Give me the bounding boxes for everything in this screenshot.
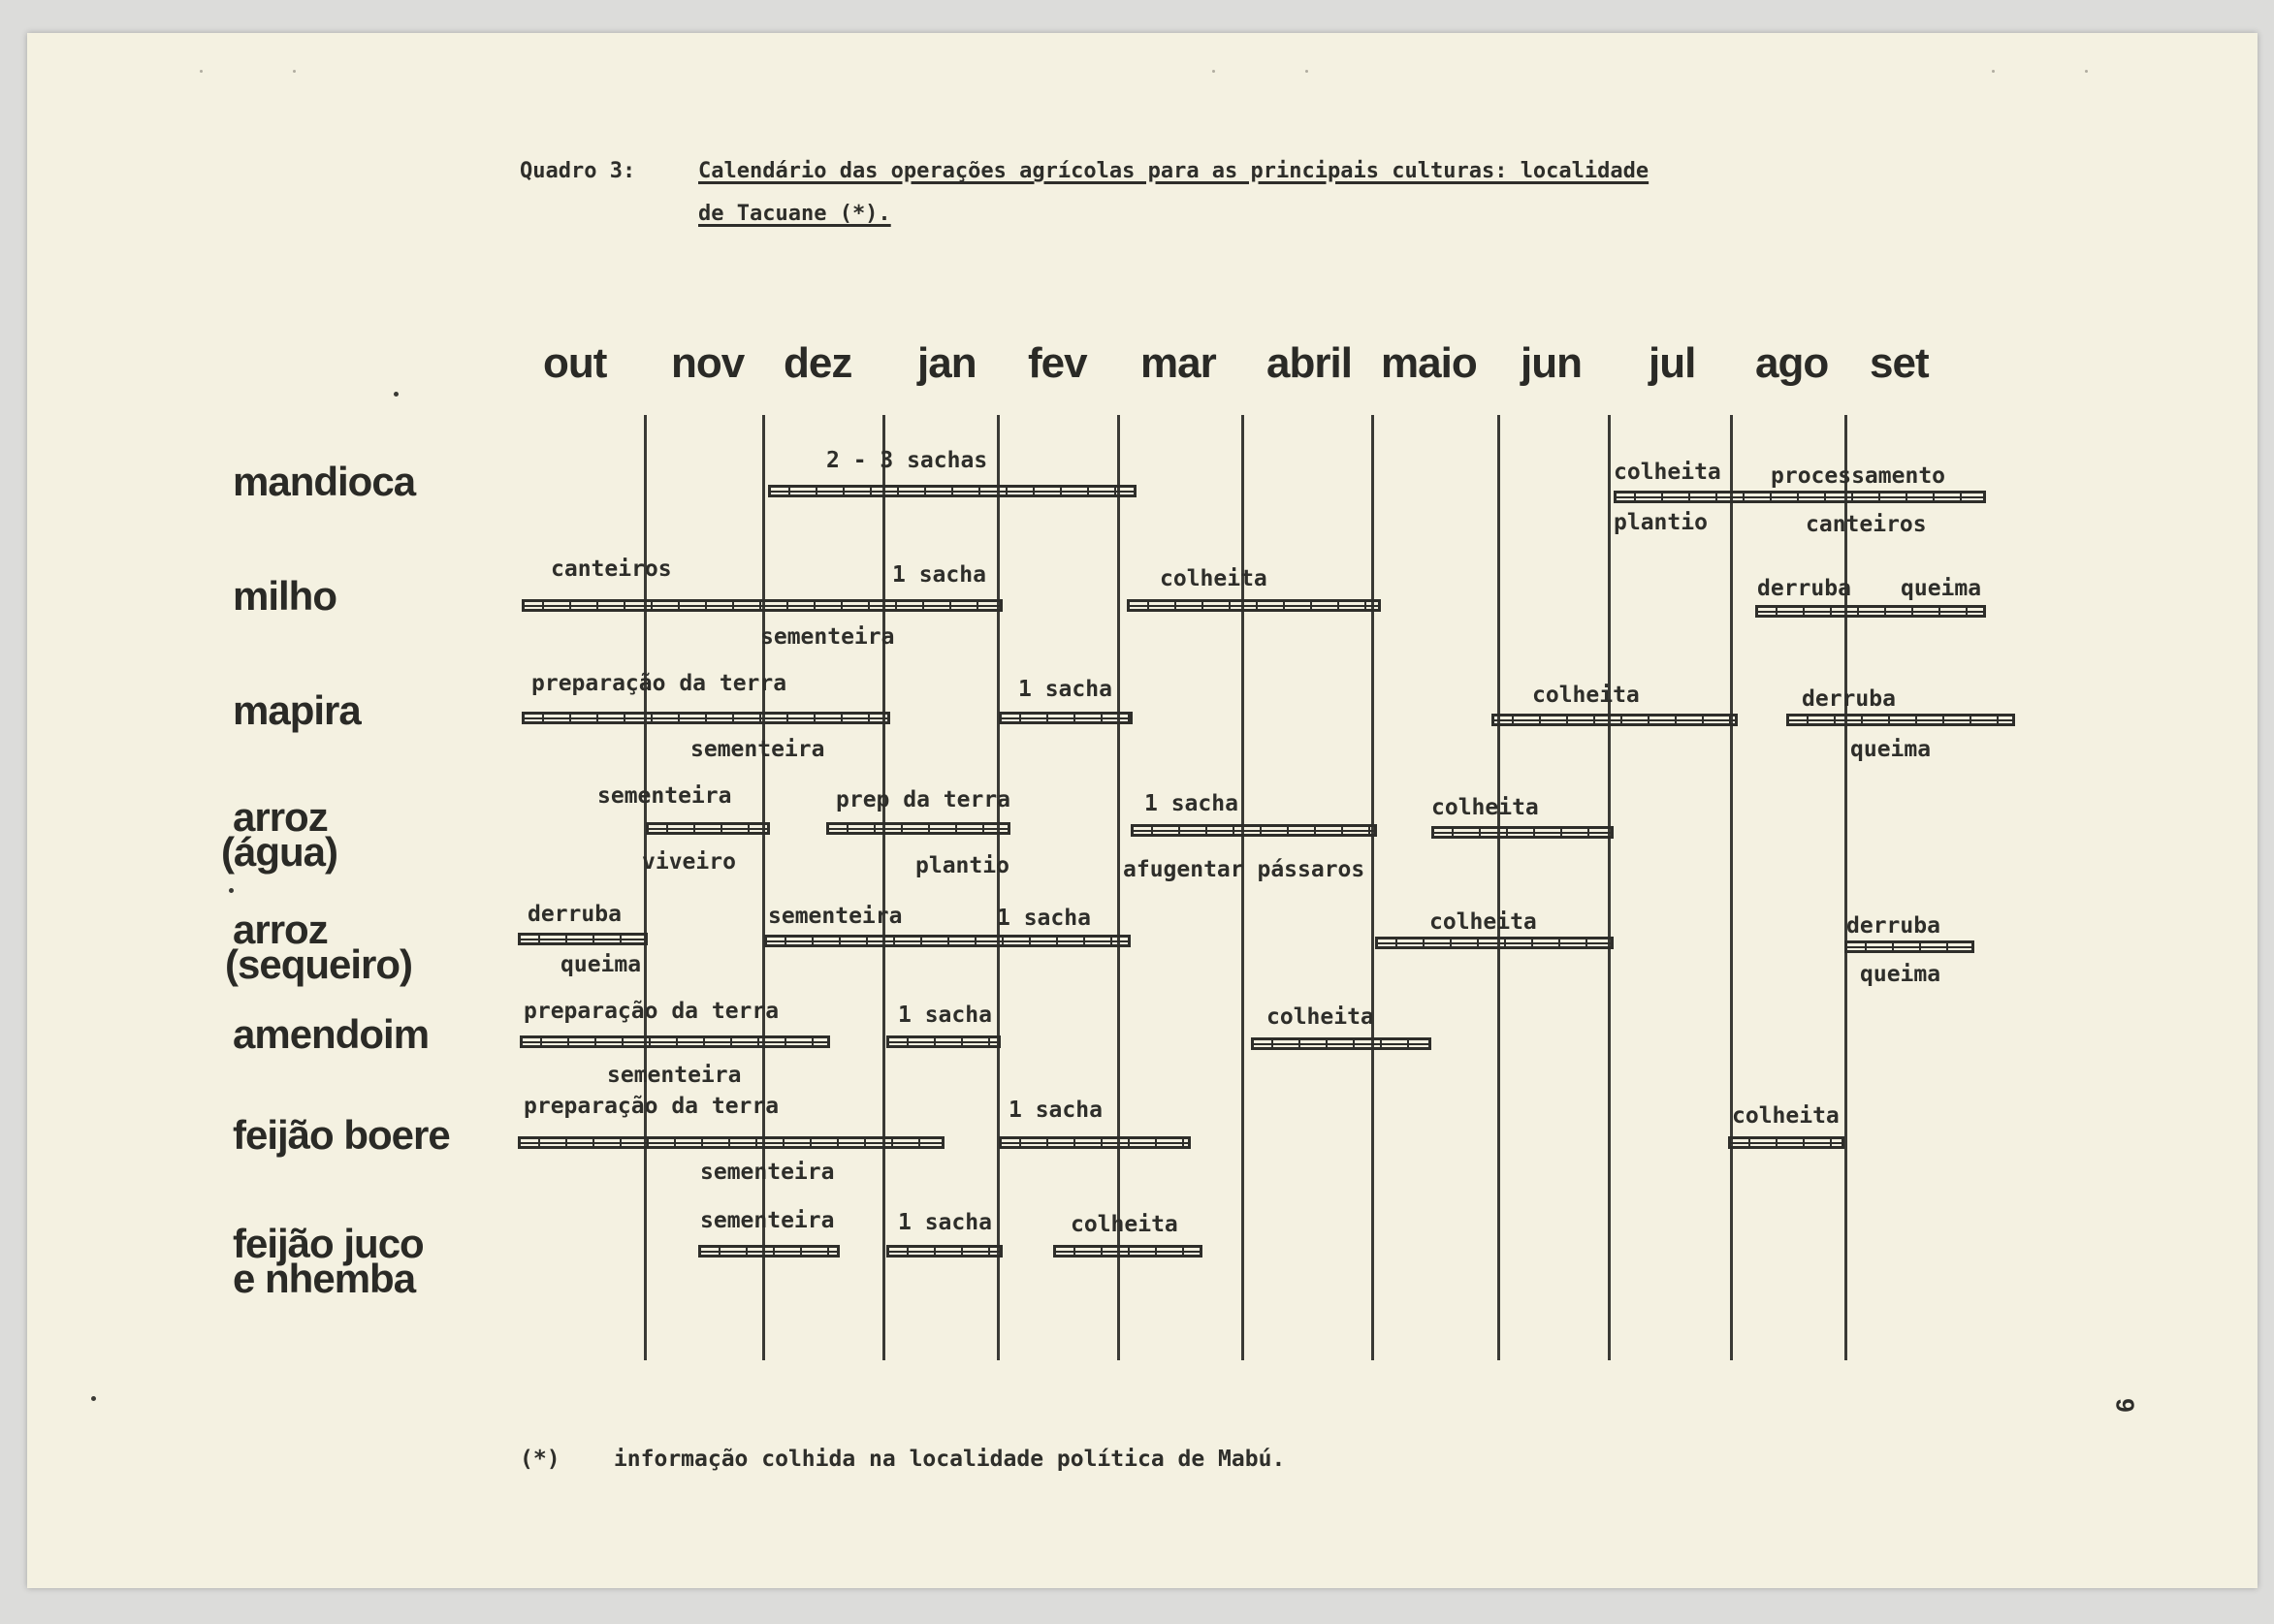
- month-out: out: [543, 339, 607, 387]
- operation-bar: [999, 712, 1133, 724]
- operation-label: derruba: [1846, 913, 1940, 939]
- month-mar: mar: [1140, 339, 1216, 387]
- operation-label: colheita: [1071, 1212, 1178, 1237]
- month-dez: dez: [784, 339, 852, 387]
- paper-sheet: [27, 33, 2258, 1588]
- operation-bar: [1491, 714, 1738, 726]
- operation-bar: [522, 599, 1003, 612]
- operation-bar: [1786, 714, 2015, 726]
- operation-label: colheita: [1532, 683, 1640, 708]
- operation-label: colheita: [1732, 1103, 1840, 1129]
- month-maio: maio: [1381, 339, 1477, 387]
- operation-label: sementeira: [597, 783, 732, 809]
- operation-label: colheita: [1431, 795, 1539, 820]
- operation-bar: [518, 1136, 945, 1149]
- ink-dot: [91, 1396, 96, 1401]
- operation-label: queima: [1850, 737, 1932, 762]
- footnote: (*) informação colhida na localidade política de Mabú.: [520, 1447, 1286, 1472]
- crop-milho: milho: [233, 573, 336, 619]
- operation-label: colheita: [1160, 566, 1267, 591]
- month-nov: nov: [671, 339, 745, 387]
- operation-bar: [1251, 1037, 1431, 1050]
- operation-bar: [1844, 940, 1974, 953]
- operation-bar: [826, 822, 1010, 835]
- month-divider: [1497, 415, 1500, 1360]
- crop-arroz-agua: arroz: [233, 794, 328, 840]
- operation-label: processamento: [1771, 463, 1946, 489]
- page-number: 9: [2110, 1398, 2140, 1413]
- month-jan: jan: [917, 339, 977, 387]
- month-divider: [1371, 415, 1374, 1360]
- operation-label: colheita: [1266, 1004, 1374, 1030]
- operation-label: colheita: [1614, 460, 1721, 485]
- crop-arroz-sequeiro: arroz: [233, 907, 328, 952]
- operation-label: derruba: [528, 902, 622, 927]
- operation-bar: [1127, 599, 1381, 612]
- punch-mark: [293, 70, 296, 73]
- operation-bar: [1755, 605, 1986, 618]
- month-jun: jun: [1521, 339, 1582, 387]
- operation-label: preparação da terra: [524, 999, 780, 1024]
- operation-bar: [1614, 491, 1986, 503]
- operation-bar: [1431, 826, 1614, 839]
- crop-feijao-boere: feijão boere: [233, 1112, 450, 1158]
- month-divider: [1608, 415, 1611, 1360]
- table-title-line-1: Calendário das operações agrícolas para as principais culturas: localidade: [698, 159, 1649, 183]
- table-title-line-2: de Tacuane (*).: [698, 202, 891, 226]
- operation-bar: [518, 933, 648, 945]
- month-jul: jul: [1649, 339, 1696, 387]
- operation-bar: [764, 935, 1131, 947]
- operation-bar: [646, 822, 770, 835]
- table-number: Quadro 3:: [520, 159, 636, 183]
- operation-label: 1 sacha: [997, 906, 1091, 931]
- month-set: set: [1870, 339, 1929, 387]
- month-fev: fev: [1028, 339, 1087, 387]
- operation-label: queima: [1860, 962, 1941, 987]
- operation-bar: [1728, 1136, 1844, 1149]
- operation-label: prep da terra: [836, 787, 1011, 812]
- operation-label: queima: [560, 952, 642, 977]
- operation-bar: [698, 1245, 840, 1258]
- operation-label: preparação da terra: [524, 1094, 780, 1119]
- punch-mark: [2085, 70, 2088, 73]
- operation-label: sementeira: [700, 1208, 835, 1233]
- operation-label: viveiro: [642, 849, 736, 875]
- operation-bar: [886, 1245, 1003, 1258]
- crop-feijao-juco-sub: e nhemba: [233, 1256, 416, 1301]
- punch-mark: [200, 70, 203, 73]
- operation-label: sementeira: [690, 737, 825, 762]
- operation-label: 1 sacha: [898, 1210, 992, 1235]
- operation-label: canteiros: [551, 557, 672, 582]
- ink-dot: [394, 392, 399, 397]
- operation-label: derruba: [1757, 576, 1851, 601]
- crop-arroz-agua-sub: (água): [221, 829, 337, 875]
- operation-label: canteiros: [1806, 512, 1927, 537]
- operation-label: 2 - 3 sachas: [826, 448, 988, 473]
- operation-label: derruba: [1802, 686, 1896, 712]
- month-divider: [1844, 415, 1847, 1360]
- operation-label: afugentar pássaros: [1123, 857, 1365, 882]
- punch-mark: [1212, 70, 1215, 73]
- operation-bar: [886, 1035, 1001, 1048]
- operation-label: sementeira: [768, 904, 903, 929]
- ink-dot: [229, 888, 234, 893]
- month-divider: [882, 415, 885, 1360]
- punch-mark: [1305, 70, 1308, 73]
- operation-bar: [768, 485, 1137, 497]
- operation-bar: [1375, 937, 1614, 949]
- crop-arroz-sequeiro-sub: (sequeiro): [225, 941, 413, 987]
- month-abril: abril: [1266, 339, 1352, 387]
- operation-label: preparação da terra: [531, 671, 787, 696]
- operation-label: 1 sacha: [1144, 791, 1238, 816]
- operation-label: plantio: [915, 853, 1009, 878]
- operation-label: sementeira: [607, 1063, 742, 1088]
- crop-mapira: mapira: [233, 687, 361, 733]
- month-divider: [997, 415, 1000, 1360]
- operation-bar: [520, 1035, 830, 1048]
- operation-bar: [1131, 824, 1377, 837]
- month-divider: [1730, 415, 1733, 1360]
- crop-mandioca: mandioca: [233, 459, 416, 504]
- operation-bar: [999, 1136, 1191, 1149]
- operation-label: 1 sacha: [898, 1003, 992, 1028]
- operation-label: queima: [1901, 576, 1982, 601]
- punch-mark: [1992, 70, 1995, 73]
- operation-bar: [1053, 1245, 1202, 1258]
- operation-label: 1 sacha: [892, 562, 986, 588]
- operation-label: 1 sacha: [1009, 1098, 1103, 1123]
- operation-bar: [522, 712, 890, 724]
- operation-label: sementeira: [700, 1160, 835, 1185]
- operation-label: colheita: [1429, 909, 1537, 935]
- crop-feijao-juco: feijão juco: [233, 1221, 424, 1266]
- crop-amendoim: amendoim: [233, 1011, 430, 1057]
- month-ago: ago: [1755, 339, 1829, 387]
- operation-label: plantio: [1614, 510, 1708, 535]
- operation-label: 1 sacha: [1018, 677, 1112, 702]
- operation-label: sementeira: [760, 624, 895, 650]
- month-divider: [1241, 415, 1244, 1360]
